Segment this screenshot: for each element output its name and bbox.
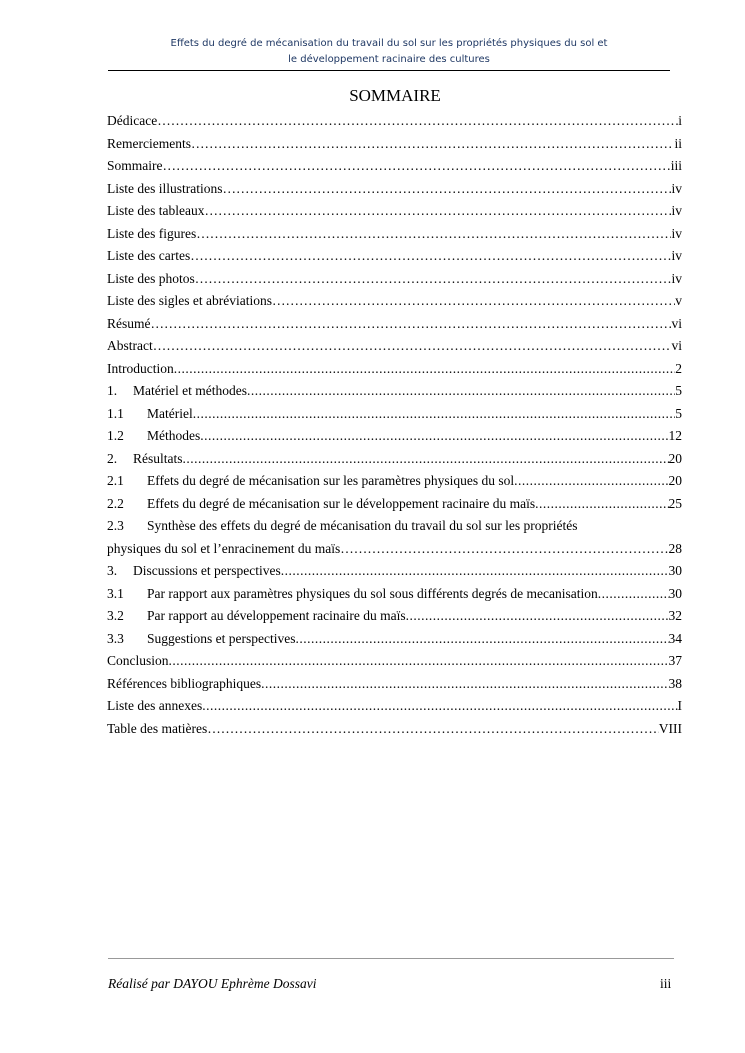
toc-entry[interactable] <box>107 583 682 606</box>
toc-entry-page: iv <box>671 180 682 196</box>
dot-leader <box>190 245 671 268</box>
dot-leader <box>196 223 671 246</box>
toc-entry-page: v <box>675 293 682 308</box>
dot-leader <box>340 538 668 561</box>
toc-entry-page: 20 <box>668 473 682 488</box>
toc-entry[interactable] <box>107 200 682 223</box>
dot-leader <box>193 403 676 426</box>
header-line-1: Effets du degré de mécanisation du travail du sol sur les propriétés physiques du sol et <box>170 38 608 49</box>
toc-entry[interactable] <box>107 605 682 628</box>
toc-entry-label: Dédicace <box>107 113 158 128</box>
toc-entry-page: 34 <box>668 630 682 646</box>
dot-leader <box>191 133 675 156</box>
toc-entry[interactable] <box>107 560 682 583</box>
toc-entry-label: Introduction <box>107 360 174 376</box>
dot-leader <box>174 358 676 381</box>
dot-leader <box>157 110 678 133</box>
toc-entry[interactable] <box>107 178 682 201</box>
toc-entry-page: 30 <box>668 563 682 578</box>
toc-entry-page: 32 <box>668 608 682 623</box>
toc-entry-page: vi <box>671 338 682 353</box>
dot-leader <box>153 335 672 358</box>
toc-entry-number: 2. <box>107 450 118 466</box>
footer-author: Réalisé par DAYOU Ephrème Dossavi <box>108 976 317 991</box>
dot-leader <box>406 605 669 628</box>
toc-entry-label: Méthodes <box>147 428 201 443</box>
toc-entry[interactable] <box>107 470 682 493</box>
toc-entry-page: 20 <box>668 450 682 466</box>
footer-rule <box>108 958 674 959</box>
toc-entry-number: 3.3 <box>107 630 124 646</box>
dot-leader <box>514 470 668 493</box>
running-header <box>108 36 670 68</box>
toc-entry[interactable] <box>107 673 682 696</box>
toc-entry-page: iv <box>671 203 682 218</box>
toc-entry-page: iv <box>671 248 682 263</box>
toc-entry-page: 38 <box>668 675 682 691</box>
toc-entry-page: 30 <box>668 585 682 601</box>
dot-leader <box>281 560 669 583</box>
dot-leader <box>207 718 658 741</box>
table-of-contents <box>107 110 682 740</box>
header-rule <box>108 70 670 71</box>
toc-entry-label: Liste des illustrations <box>107 180 223 196</box>
toc-entry-page: iv <box>671 270 682 286</box>
toc-entry[interactable] <box>107 718 682 741</box>
toc-entry[interactable] <box>107 403 682 426</box>
toc-entry-label: Liste des photos <box>107 270 195 286</box>
dot-leader <box>295 628 668 651</box>
toc-entry-page: i <box>678 113 682 128</box>
toc-entry-number: 3.1 <box>107 585 124 601</box>
toc-entry-label: Abstract <box>107 338 153 353</box>
toc-entry-label: Résumé <box>107 315 151 331</box>
toc-entry[interactable] <box>107 515 682 538</box>
toc-entry-label: Références bibliographiques <box>107 675 262 691</box>
toc-entry-label: Liste des tableaux <box>107 203 205 218</box>
toc-entry-label: Conclusion <box>107 653 169 668</box>
toc-entry-page: 37 <box>668 653 682 668</box>
toc-entry[interactable] <box>107 155 682 178</box>
toc-entry[interactable] <box>107 448 682 471</box>
dot-leader <box>223 178 672 201</box>
dot-leader <box>163 155 671 178</box>
toc-entry-number: 2.3 <box>107 518 124 533</box>
toc-entry-label: Effets du degré de mécanisation sur les paramètres physiques du sol <box>147 473 515 488</box>
toc-entry[interactable] <box>107 425 682 448</box>
toc-entry-number: 1.1 <box>107 405 124 421</box>
toc-entry[interactable] <box>107 380 682 403</box>
toc-entry-number: 3.2 <box>107 608 124 623</box>
header-line-2: le développement racinaire des cultures <box>288 54 490 65</box>
toc-entry-label: Liste des figures <box>107 225 197 241</box>
toc-entry-label: Matériel et méthodes <box>133 383 247 398</box>
toc-entry[interactable] <box>107 268 682 291</box>
toc-entry[interactable] <box>107 245 682 268</box>
toc-entry-label: Effets du degré de mécanisation sur le développement racinaire du maïs <box>147 495 536 511</box>
dot-leader <box>202 695 677 718</box>
toc-entry-number: 2.2 <box>107 495 124 511</box>
toc-entry-label: Liste des cartes <box>107 248 191 263</box>
toc-entry-label: Synthèse des effets du degré de mécanisation du travail du sol sur les propriétés <box>147 518 578 533</box>
toc-entry-page: iv <box>671 225 682 241</box>
dot-leader <box>247 380 675 403</box>
toc-entry-label: Remerciements <box>107 135 191 151</box>
toc-entry-page: 28 <box>668 540 682 556</box>
dot-leader <box>272 290 675 313</box>
toc-entry-page: 5 <box>675 383 682 398</box>
toc-entry[interactable] <box>107 290 682 313</box>
toc-entry-page: iii <box>670 158 682 173</box>
toc-entry[interactable] <box>107 358 682 381</box>
toc-entry-page: 5 <box>675 405 682 421</box>
toc-entry-label: Liste des sigles et abréviations <box>107 293 272 308</box>
toc-entry-label: physiques du sol et l’enracinement du maïs <box>107 540 341 556</box>
dot-leader <box>183 448 669 471</box>
toc-entry-label: Par rapport aux paramètres physiques du sol sous différents degrés de mecanisation <box>147 585 598 601</box>
toc-entry[interactable] <box>107 493 682 516</box>
toc-entry[interactable] <box>107 223 682 246</box>
footer-page-number: iii <box>660 976 672 991</box>
dot-leader <box>535 493 668 516</box>
toc-entry[interactable] <box>107 133 682 156</box>
toc-entry-label: Résultats <box>133 450 183 466</box>
dot-leader <box>598 583 669 606</box>
toc-entry[interactable] <box>107 650 682 673</box>
dot-leader <box>169 650 669 673</box>
toc-entry-page: 2 <box>675 360 682 376</box>
toc-entry-page: 12 <box>668 428 682 443</box>
toc-entry-number: 2.1 <box>107 473 124 488</box>
toc-entry[interactable] <box>107 313 682 336</box>
toc-entry-number: 1.2 <box>107 428 124 443</box>
toc-entry-page: ii <box>674 135 682 151</box>
toc-entry[interactable] <box>107 695 682 718</box>
toc-entry-label: Matériel <box>147 405 193 421</box>
toc-entry-label: Discussions et perspectives <box>133 563 281 578</box>
toc-entry[interactable] <box>107 628 682 651</box>
toc-entry[interactable] <box>107 335 682 358</box>
toc-entry-page: VIII <box>658 720 682 736</box>
toc-entry-label: Par rapport au développement racinaire du maïs <box>147 608 406 623</box>
toc-entry-label: Suggestions et perspectives <box>147 630 296 646</box>
toc-entry-label: Table des matières <box>107 720 208 736</box>
toc-entry-page: vi <box>671 315 682 331</box>
toc-entry-number: 3. <box>107 563 118 578</box>
toc-entry-number: 1. <box>107 383 118 398</box>
toc-entry-label: Sommaire <box>107 158 163 173</box>
toc-entry-page: I <box>677 698 682 713</box>
toc-entry-continuation[interactable] <box>107 538 682 561</box>
toc-entry-label: Liste des annexes <box>107 698 203 713</box>
dot-leader <box>200 425 668 448</box>
dot-leader <box>261 673 668 696</box>
dot-leader <box>204 200 671 223</box>
page-title: SOMMAIRE <box>349 86 441 105</box>
toc-entry[interactable] <box>107 110 682 133</box>
toc-entry-page: 25 <box>668 495 682 511</box>
dot-leader <box>151 313 672 336</box>
dot-leader <box>195 268 672 291</box>
